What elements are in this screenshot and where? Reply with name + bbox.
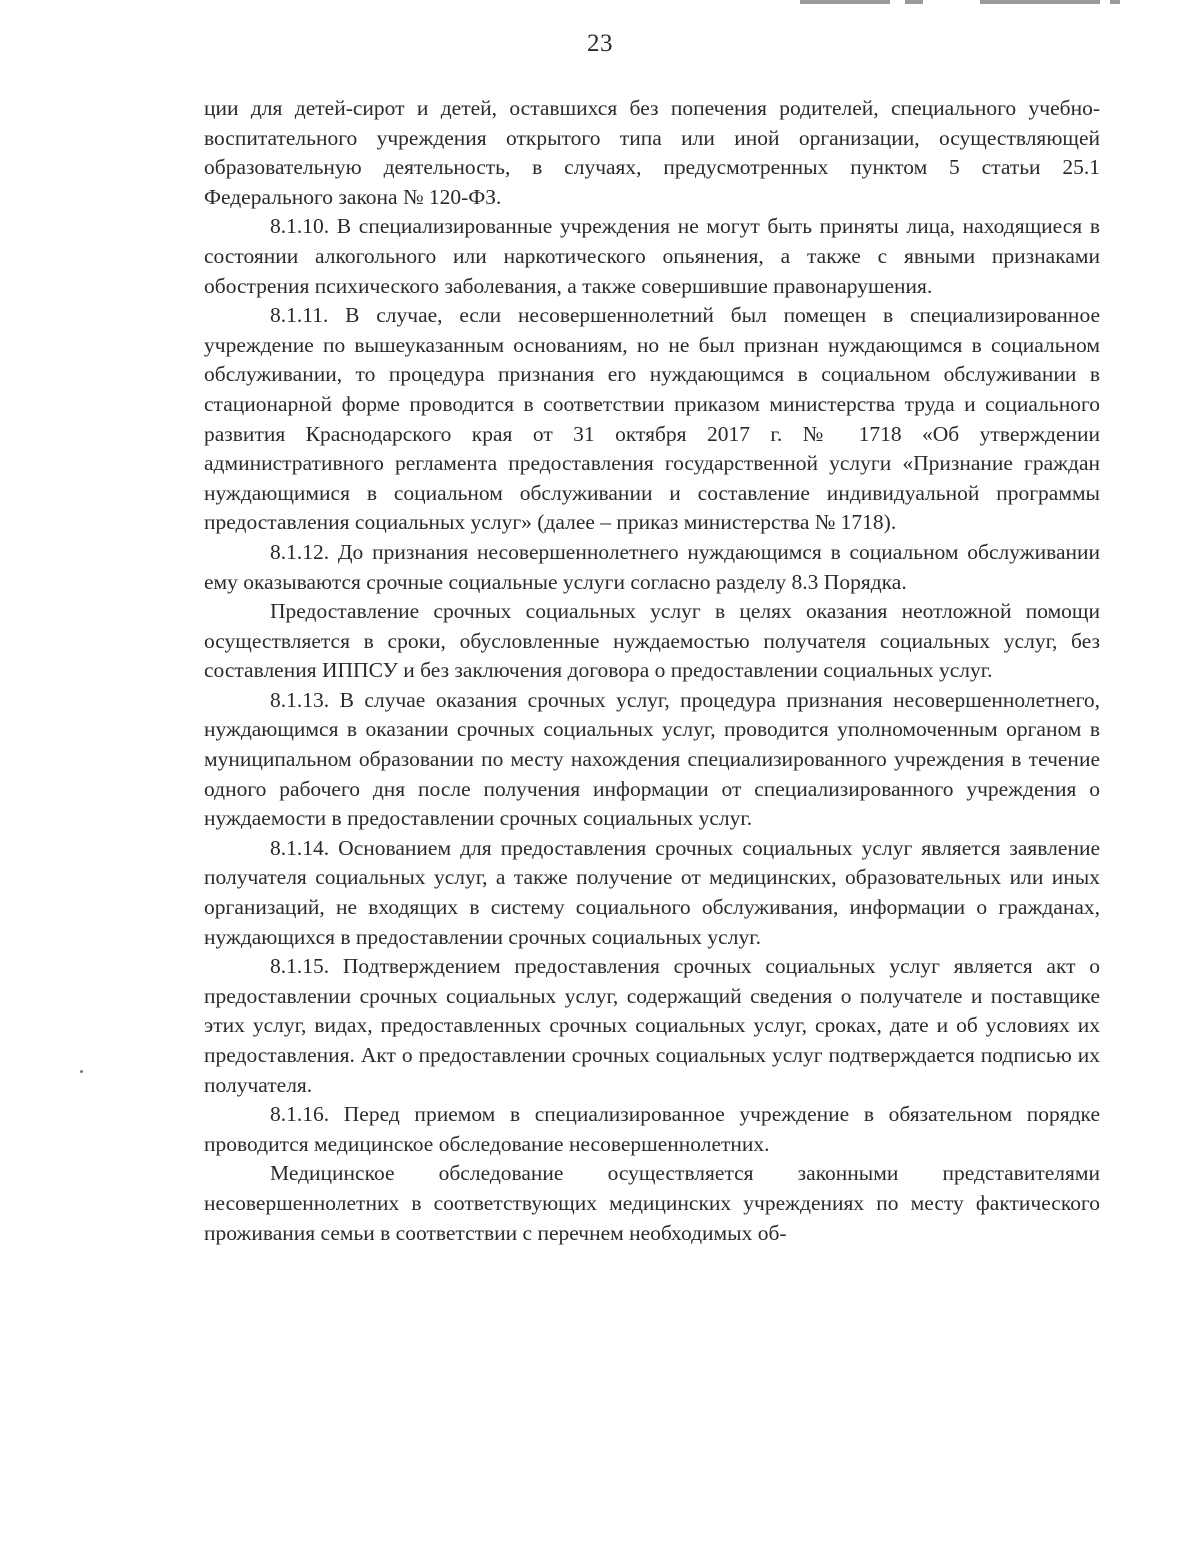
- paragraph-medical-examination: Медицинское обследование осуществляется законными представителями несовершеннолетних в соответствующих медицинских учреждениях по месту фактического проживания семьи в соответствии с перечнем необходимых об-: [204, 1161, 1100, 1245]
- paragraph-urgent-services: Предоставление срочных социальных услуг в целях оказания неотложной помощи осуществляется в сроки, обусловленные нуждаемостью получателя социальных услуг, без составления ИППСУ и без заключения договора о предоставлении социальных услуг.: [204, 599, 1100, 683]
- document-body: [204, 94, 1100, 1248]
- page-number: 23: [587, 30, 613, 57]
- scan-artifact: [980, 0, 1100, 4]
- paragraph-8-1-12: 8.1.12. До признания несовершеннолетнего нуждающимся в социальном обслуживании ему оказываются срочные социальные услуги согласно разделу 8.3 Порядка.: [204, 539, 1100, 594]
- scan-artifact: [800, 0, 890, 4]
- scan-artifact-dot: [80, 1070, 83, 1073]
- paragraph-8-1-14: 8.1.14. Основанием для предоставления срочных социальных услуг является заявление получателя социальных услуг, а также получение от медицинских, образовательных или иных организаций, не входящих в систему социального обслуживания, информации о гражданах, нуждающихся в предоставлении срочных социальных услуг.: [204, 835, 1100, 949]
- scan-artifact: [1110, 0, 1120, 4]
- scan-artifact: [905, 0, 923, 4]
- paragraph-8-1-10: 8.1.10. В специализированные учреждения не могут быть приняты лица, находящиеся в состоянии алкогольного или наркотического опьянения, а также с явными признаками обострения психического заболевания, а также совершившие правонарушения.: [204, 214, 1100, 298]
- paragraph-8-1-16: 8.1.16. Перед приемом в специализированное учреждение в обязательном порядке проводится медицинское обследование несовершеннолетних.: [204, 1102, 1100, 1156]
- paragraph-continuation: ции для детей-сирот и детей, оставшихся без попечения родителей, специального учебно-воспитательного учреждения открытого типа или иной организации, осуществляющей образовательную деятельность, в случаях, предусмотренных пунктом 5 статьи 25.1 Федерального закона № 120-ФЗ.: [204, 96, 1100, 209]
- paragraph-8-1-15: 8.1.15. Подтверждением предоставления срочных социальных услуг является акт о предоставлении срочных социальных услуг, содержащий сведения о получателе и поставщике этих услуг, видах, предоставленных срочных социальных услуг, сроках, дате и об условиях их предоставления. Акт о предоставлении срочных социальных услуг подтверждается подписью их получателя.: [204, 954, 1100, 1097]
- paragraph-8-1-13: 8.1.13. В случае оказания срочных услуг, процедура признания несовершеннолетнего, нуждающимся в оказании срочных социальных услуг, проводится уполномоченным органом в муниципальном образовании по месту нахождения специализированного учреждения в течение одного рабочего дня после получения информации от специализированного учреждения о нуждаемости в предоставлении срочных социальных услуг.: [204, 687, 1100, 831]
- paragraph-8-1-11: 8.1.11. В случае, если несовершеннолетний был помещен в специализированное учреждение по вышеуказанным основаниям, но не был признан нуждающимся в социальном обслуживании, то процедура признания его нуждающимся в социальном обслуживании в стационарной форме проводится в соответствии приказом министерства труда и социального развития Краснодарского края от 31 октября 2017 г. № 1718 «Об утверждении административного регламента предоставления государственной услуги «Признание граждан нуждающимися в социальном обслуживании и составление индивидуальной программы предоставления социальных услуг» (далее – приказ министерства № 1718).: [204, 303, 1100, 535]
